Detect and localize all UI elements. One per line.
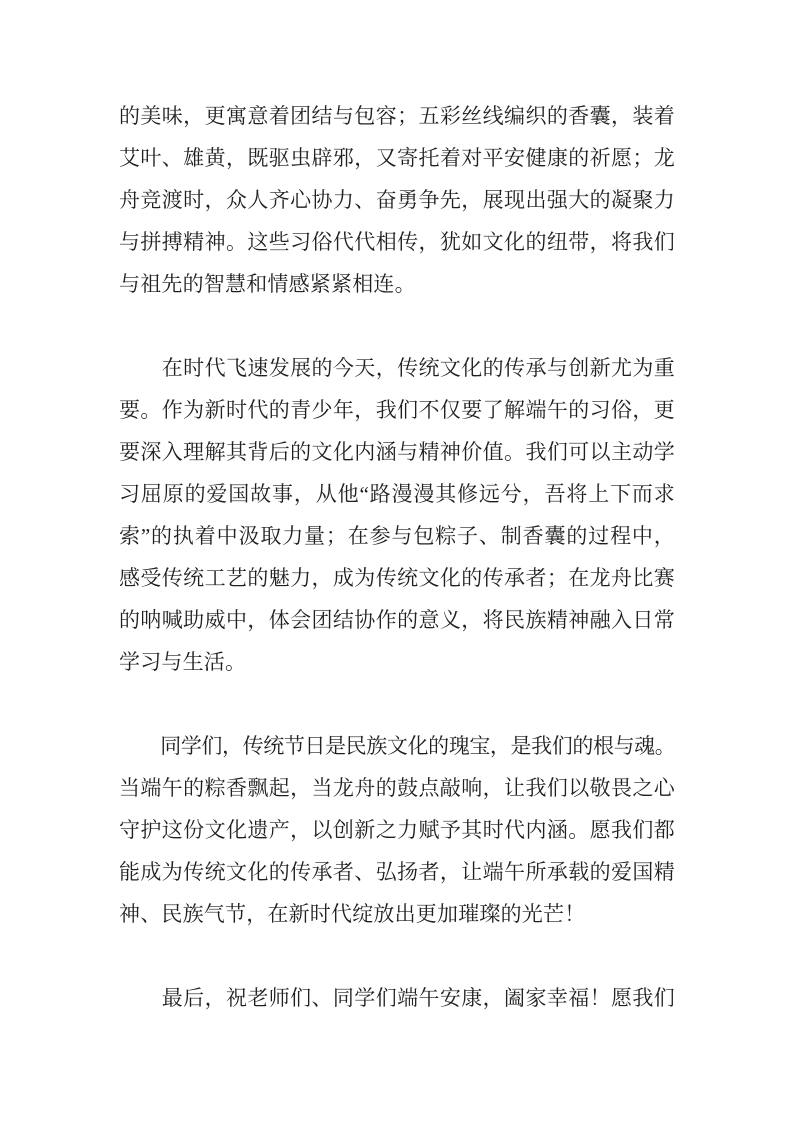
text-line: 学习与生活。 xyxy=(119,650,247,674)
text-line: 同学们，传统节日是民族文化的瑰宝，是我们的根与魂。 xyxy=(119,734,675,758)
paragraph-3 xyxy=(119,725,675,935)
text-line: 的美味，更寓意着团结与包容；五彩丝线编织的香囊，装着 xyxy=(119,104,675,128)
paragraph-1 xyxy=(119,95,675,305)
text-line: 舟竞渡时，众人齐心协力、奋勇争先，展现出强大的凝聚力 xyxy=(119,188,675,212)
text-line: 艾叶、雄黄，既驱虫辟邪，又寄托着对平安健康的祈愿；龙 xyxy=(119,146,675,170)
text-line: 要。作为新时代的青少年，我们不仅要了解端午的习俗，更 xyxy=(119,398,675,422)
text-line: 索”的执着中汲取力量；在参与包粽子、制香囊的过程中， xyxy=(119,524,675,548)
text-line: 的呐喊助威中，体会团结协作的意义，将民族精神融入日常 xyxy=(119,608,675,632)
text-line: 感受传统工艺的魅力，成为传统文化的传承者；在龙舟比赛 xyxy=(119,566,675,590)
text-line: 与拼搏精神。这些习俗代代相传，犹如文化的纽带，将我们 xyxy=(119,230,675,254)
paragraph-2 xyxy=(119,347,675,683)
text-line: 最后，祝老师们、同学们端午安康，阖家幸福！愿我们 xyxy=(119,986,675,1010)
text-line: 习屈原的爱国故事，从他“路漫漫其修远兮，吾将上下而求 xyxy=(119,482,675,506)
text-line: 要深入理解其背后的文化内涵与精神价值。我们可以主动学 xyxy=(119,440,675,464)
text-line: 神、民族气节，在新时代绽放出更加璀璨的光芒！ xyxy=(119,902,586,926)
text-line: 守护这份文化遗产，以创新之力赋予其时代内涵。愿我们都 xyxy=(119,818,675,842)
text-line: 当端午的粽香飘起，当龙舟的鼓点敲响，让我们以敬畏之心 xyxy=(119,776,675,800)
text-line: 在时代飞速发展的今天，传统文化的传承与创新尤为重 xyxy=(119,356,675,380)
paragraph-4 xyxy=(119,977,675,1019)
document-content xyxy=(119,95,675,1019)
text-line: 与祖先的智慧和情感紧紧相连。 xyxy=(119,272,416,296)
text-line: 能成为传统文化的传承者、弘扬者，让端午所承载的爱国精 xyxy=(119,860,675,884)
